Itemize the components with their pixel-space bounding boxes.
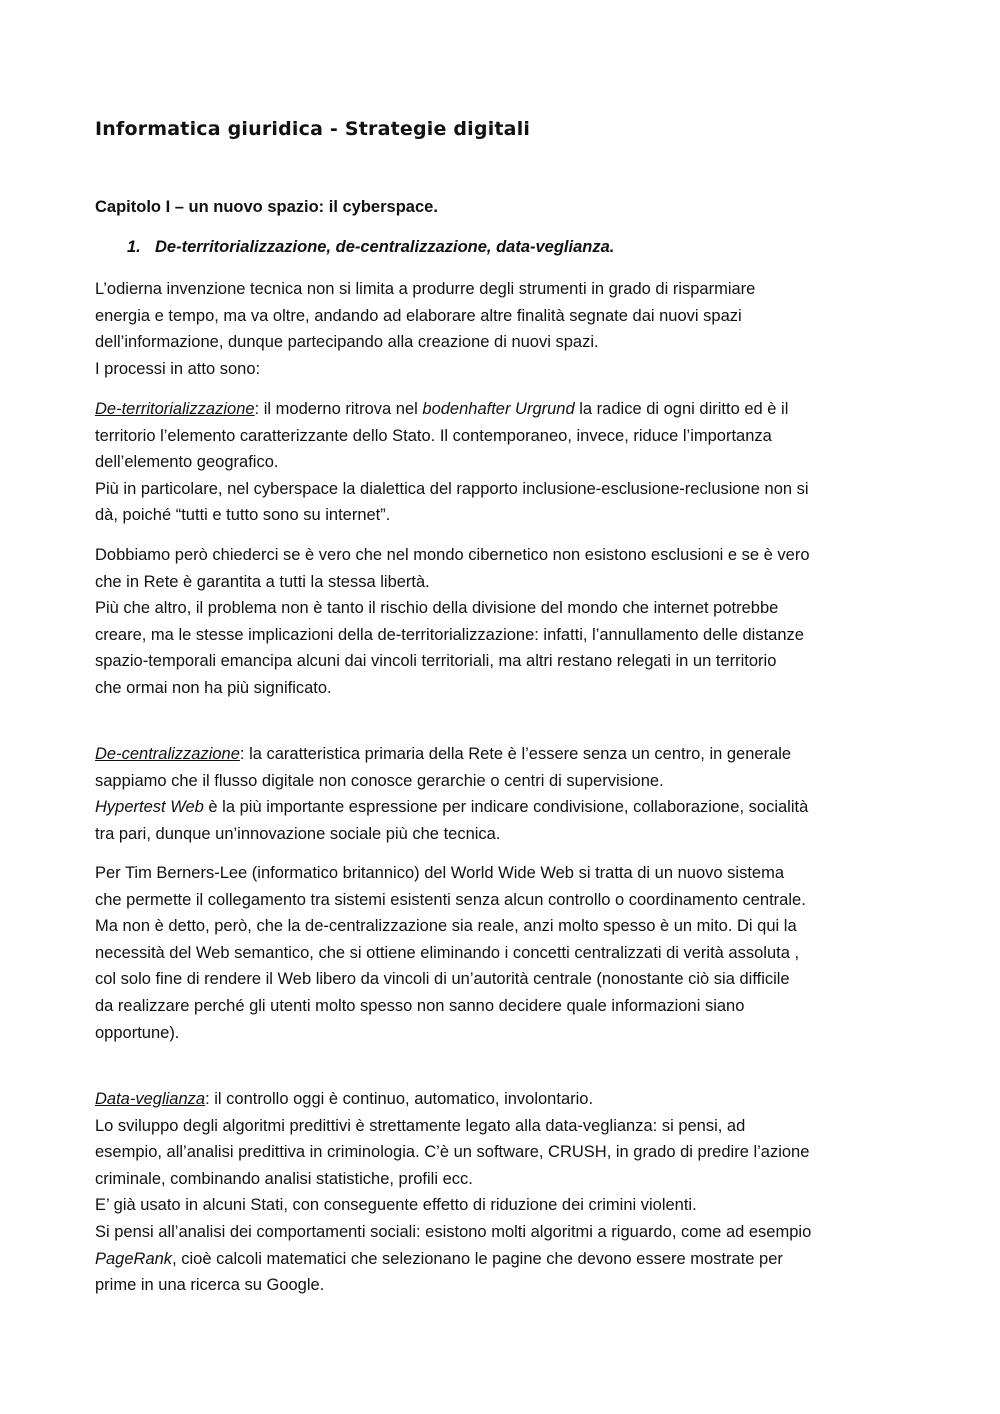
emphasis-hypertest-web: Hypertest Web [95, 798, 204, 817]
text-line: L’odierna invenzione tecnica non si limita a produrre degli strumenti in grado di risparmiare [95, 280, 756, 298]
section-heading [127, 238, 614, 257]
text-line: che permette il collegamento tra sistemi esistenti senza alcun controllo o coordinamento centrale. [95, 890, 806, 909]
emphasis-pagerank: PageRank [95, 1249, 173, 1268]
text-line: spazio-temporali emancipa alcuni dai vincoli territoriali, ma altri restano relegati in un territorio [95, 652, 777, 671]
text-fragment: la radice di ogni diritto ed è il [574, 400, 789, 418]
text-line: Più che altro, il problema non è tanto il rischio della divisione del mondo che internet potrebbe [95, 599, 779, 618]
dataveglianza-paragraph [95, 1086, 910, 1299]
text-line: necessità del Web semantico, che si ottiene eliminando i concetti centralizzati di verità assoluta , [95, 943, 800, 962]
text-line [95, 1246, 910, 1273]
text-fragment: : la caratteristica primaria della Rete è l’essere senza un centro, in generale [239, 745, 792, 763]
text-line [95, 396, 910, 423]
decentralizzazione-paragraph [95, 741, 910, 847]
text-line: tra pari, dunque un’innovazione sociale più che tecnica. [95, 824, 501, 843]
text-line: dell’elemento geografico. [95, 453, 279, 472]
document-title: Informatica giuridica - Strategie digitali [95, 118, 531, 140]
section-title: De-territorializzazione, de-centralizzazione, data-veglianza. [155, 238, 615, 256]
deterritorializzazione-paragraph-2 [95, 542, 910, 702]
text-line: sappiamo che il flusso digitale non conosce gerarchie o centri di supervisione. [95, 771, 664, 790]
term-dataveglianza: Data-veglianza [95, 1090, 206, 1108]
chapter-heading: Capitolo I – un nuovo spazio: il cyberspace. [95, 198, 438, 216]
text-fragment: : il controllo oggi è continuo, automatico, involontario. [205, 1090, 594, 1108]
text-fragment: è la più importante espressione per indicare condivisione, collaborazione, socialità [203, 798, 809, 817]
text-line: da realizzare perché gli utenti molto spesso non sanno decidere quale informazioni siano [95, 996, 745, 1015]
text-line: Lo sviluppo degli algoritmi predittivi è strettamente legato alla data-veglianza: si pensi, ad [95, 1116, 746, 1135]
text-line: col solo fine di rendere il Web libero da vincoli di un’autorità centrale (nonostante ciò sia difficile [95, 970, 790, 989]
text-line [95, 794, 910, 821]
text-line: territorio l’elemento caratterizzante dello Stato. Il contemporaneo, invece, riduce l’importanza [95, 426, 772, 445]
text-line: dà, poiché “tutti e tutto sono su internet”. [95, 506, 391, 525]
text-line: dell’informazione, dunque partecipando alla creazione di nuovi spazi. [95, 333, 599, 352]
text-line: E’ già usato in alcuni Stati, con conseguente effetto di riduzione dei crimini violenti. [95, 1196, 697, 1215]
deterritorializzazione-paragraph [95, 396, 910, 529]
text-line: che ormai non ha più significato. [95, 678, 332, 697]
text-line [95, 741, 910, 768]
section-number: 1. [127, 238, 141, 256]
text-line: Più in particolare, nel cyberspace la dialettica del rapporto inclusione-esclusione-reclusione non si [95, 479, 809, 498]
term-decentralizzazione: De-centralizzazione [95, 745, 240, 763]
text-line: Si pensi all’analisi dei comportamenti sociali: esistono molti algoritmi a riguardo, come ad esempio [95, 1222, 812, 1241]
intro-paragraph [95, 276, 910, 382]
text-line: Ma non è detto, però, che la de-centralizzazione sia reale, anzi molto spesso è un mito. Di qui la [95, 917, 797, 936]
text-line: Per Tim Berners-Lee (informatico britannico) del World Wide Web si tratta di un nuovo sistema [95, 864, 785, 882]
text-line: che in Rete è garantita a tutti la stessa libertà. [95, 572, 430, 591]
emphasis-bodenhafter: bodenhafter Urgrund [422, 400, 575, 418]
text-fragment: , cioè calcoli matematici che selezionano le pagine che devono essere mostrate per [172, 1249, 783, 1268]
text-line: Dobbiamo però chiederci se è vero che nel mondo cibernetico non esistono esclusioni e se è vero [95, 546, 810, 564]
text-line: opportune). [95, 1023, 180, 1042]
text-fragment: : il moderno ritrova nel [254, 400, 423, 418]
text-line: prime in una ricerca su Google. [95, 1276, 325, 1295]
text-line: criminale, combinando analisi statistiche, profili ecc. [95, 1169, 473, 1188]
text-line: I processi in atto sono: [95, 359, 261, 378]
text-line: creare, ma le stesse implicazioni della de-territorializzazione: infatti, l’annullamento delle distanze [95, 625, 804, 644]
term-deterritorializzazione: De-territorializzazione [95, 400, 255, 418]
decentralizzazione-paragraph-2 [95, 860, 910, 1046]
text-line: esempio, all’analisi predittiva in criminologia. C’è un software, CRUSH, in grado di predire l’azione [95, 1143, 810, 1162]
text-line [95, 1086, 910, 1113]
text-line: energia e tempo, ma va oltre, andando ad elaborare altre finalità segnate dai nuovi spazi [95, 306, 742, 325]
